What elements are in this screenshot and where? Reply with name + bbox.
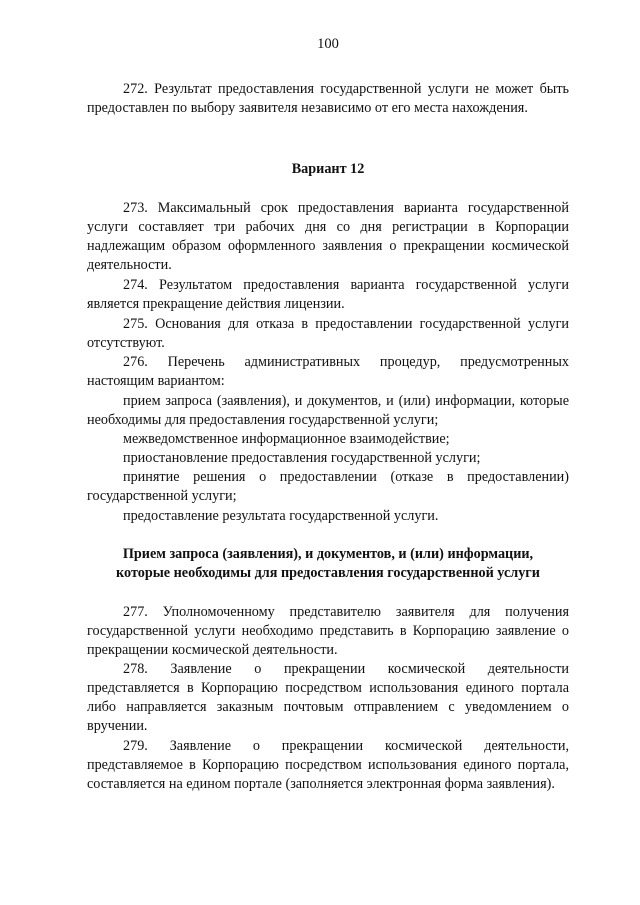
list-item-suspension: приостановление предоставления государственной услуги; (123, 450, 481, 466)
variant-heading: Вариант 12 (291, 161, 365, 177)
paragraph-278: 278. Заявление о прекращении космической деятельности представляется в Корпорацию посредством использования единого портала либо направляется заказным почтовым отправлением с уведомлением о вручении. (87, 661, 569, 734)
list-item-interagency: межведомственное информационное взаимодействие; (123, 431, 450, 447)
page-number: 100 (317, 36, 339, 52)
section-heading-line1: Прием запроса (заявления), и документов, и (или) информации, (122, 546, 534, 562)
paragraph-274: 274. Результатом предоставления варианта государственной услуги является прекращение действия лицензии. (87, 277, 569, 312)
list-item-decision: принятие решения о предоставлении (отказе в предоставлении) государственной услуги; (87, 469, 569, 504)
list-item-result: предоставление результата государственной услуги. (123, 508, 439, 524)
list-item-intake: прием запроса (заявления), и документов, и (или) информации, которые необходимы для предоставления государственной услуги; (87, 393, 569, 428)
paragraph-277: 277. Уполномоченному представителю заявителя для получения государственной услуги необходимо представить в Корпорацию заявление о прекращении космической деятельности. (87, 604, 569, 658)
paragraph-272: 272. Результат предоставления государственной услуги не может быть предоставлен по выбору заявителя независимо от его места нахождения. (87, 81, 569, 116)
section-heading-line2: которые необходимы для предоставления государственной услуги (116, 565, 540, 581)
paragraph-276: 276. Перечень административных процедур, предусмотренных настоящим вариантом: (87, 354, 569, 389)
paragraph-275: 275. Основания для отказа в предоставлении государственной услуги отсутствуют. (87, 316, 569, 351)
paragraph-273: 273. Максимальный срок предоставления варианта государственной услуги составляет три рабочих дня со дня регистрации в Корпорации надлежащим образом оформленного заявления о прекращении космической деятельности. (87, 200, 569, 273)
paragraph-279: 279. Заявление о прекращении космической деятельности, представляемое в Корпорацию посредством использования единого портала, составляется на едином портале (заполняется электронная форма заявления). (87, 738, 569, 792)
